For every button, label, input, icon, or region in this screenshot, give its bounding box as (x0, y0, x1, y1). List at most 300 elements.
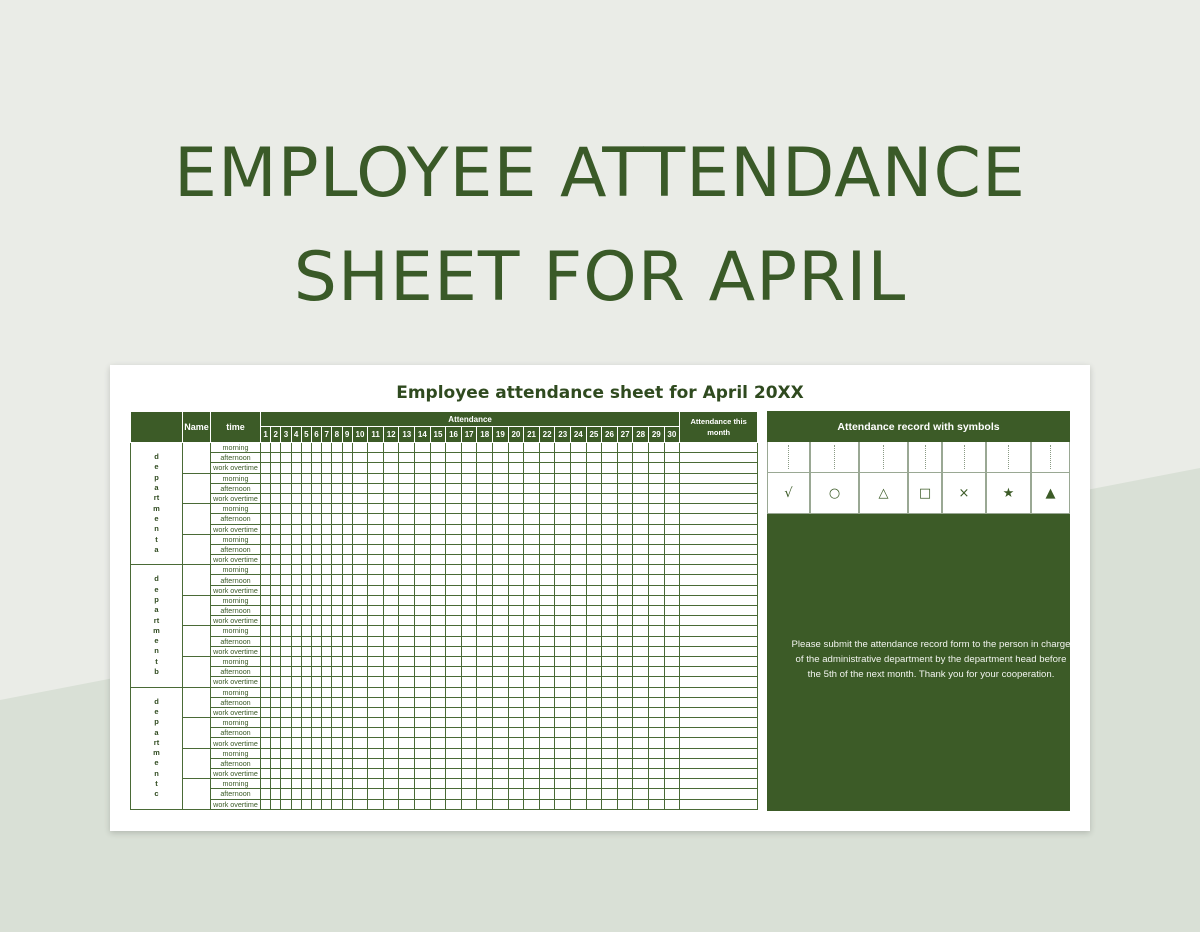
attendance-cell[interactable] (571, 463, 587, 473)
attendance-cell[interactable] (291, 779, 301, 789)
attendance-cell[interactable] (322, 707, 332, 717)
attendance-cell[interactable] (399, 789, 415, 799)
attendance-cell[interactable] (664, 565, 680, 575)
attendance-cell[interactable] (271, 758, 281, 768)
attendance-cell[interactable] (383, 575, 399, 585)
attendance-cell[interactable] (311, 473, 321, 483)
attendance-cell[interactable] (539, 636, 555, 646)
attendance-cell[interactable] (555, 585, 571, 595)
attendance-cell[interactable] (291, 769, 301, 779)
attendance-cell[interactable] (648, 636, 664, 646)
attendance-cell[interactable] (524, 697, 540, 707)
attendance-cell[interactable] (633, 677, 649, 687)
attendance-cell[interactable] (664, 656, 680, 666)
attendance-cell[interactable] (261, 616, 271, 626)
attendance-cell[interactable] (602, 697, 618, 707)
attendance-cell[interactable] (352, 473, 368, 483)
attendance-cell[interactable] (555, 687, 571, 697)
attendance-cell[interactable] (261, 483, 271, 493)
attendance-cell[interactable] (461, 677, 477, 687)
attendance-cell[interactable] (399, 453, 415, 463)
attendance-cell[interactable] (539, 707, 555, 717)
attendance-cell[interactable] (571, 687, 587, 697)
attendance-cell[interactable] (602, 728, 618, 738)
attendance-cell[interactable] (633, 799, 649, 809)
attendance-cell[interactable] (508, 646, 524, 656)
attendance-cell[interactable] (477, 738, 493, 748)
attendance-cell[interactable] (571, 524, 587, 534)
attendance-month-cell[interactable] (680, 626, 758, 636)
attendance-cell[interactable] (539, 443, 555, 453)
attendance-cell[interactable] (352, 789, 368, 799)
attendance-cell[interactable] (493, 616, 509, 626)
attendance-cell[interactable] (648, 534, 664, 544)
attendance-cell[interactable] (571, 697, 587, 707)
attendance-cell[interactable] (633, 565, 649, 575)
attendance-cell[interactable] (383, 677, 399, 687)
attendance-month-cell[interactable] (680, 504, 758, 514)
attendance-cell[interactable] (617, 514, 633, 524)
attendance-cell[interactable] (524, 728, 540, 738)
attendance-cell[interactable] (664, 534, 680, 544)
attendance-cell[interactable] (281, 738, 291, 748)
attendance-cell[interactable] (261, 748, 271, 758)
name-cell[interactable] (183, 687, 211, 718)
attendance-cell[interactable] (311, 677, 321, 687)
attendance-cell[interactable] (342, 697, 352, 707)
attendance-cell[interactable] (332, 779, 342, 789)
attendance-cell[interactable] (301, 667, 311, 677)
attendance-cell[interactable] (311, 748, 321, 758)
attendance-cell[interactable] (664, 758, 680, 768)
attendance-cell[interactable] (446, 453, 462, 463)
attendance-cell[interactable] (571, 728, 587, 738)
attendance-cell[interactable] (383, 565, 399, 575)
attendance-cell[interactable] (352, 748, 368, 758)
attendance-cell[interactable] (261, 493, 271, 503)
attendance-cell[interactable] (493, 728, 509, 738)
attendance-cell[interactable] (399, 707, 415, 717)
attendance-cell[interactable] (383, 514, 399, 524)
attendance-cell[interactable] (399, 687, 415, 697)
attendance-cell[interactable] (383, 779, 399, 789)
attendance-cell[interactable] (261, 575, 271, 585)
attendance-cell[interactable] (555, 504, 571, 514)
attendance-cell[interactable] (446, 544, 462, 554)
attendance-cell[interactable] (664, 748, 680, 758)
attendance-cell[interactable] (368, 463, 384, 473)
attendance-cell[interactable] (271, 636, 281, 646)
attendance-cell[interactable] (648, 779, 664, 789)
attendance-cell[interactable] (271, 748, 281, 758)
attendance-cell[interactable] (571, 534, 587, 544)
attendance-cell[interactable] (602, 616, 618, 626)
attendance-cell[interactable] (301, 514, 311, 524)
attendance-cell[interactable] (281, 585, 291, 595)
attendance-cell[interactable] (430, 769, 446, 779)
attendance-cell[interactable] (383, 707, 399, 717)
attendance-cell[interactable] (508, 769, 524, 779)
attendance-cell[interactable] (539, 667, 555, 677)
attendance-cell[interactable] (281, 493, 291, 503)
attendance-cell[interactable] (311, 656, 321, 666)
attendance-cell[interactable] (291, 524, 301, 534)
attendance-cell[interactable] (322, 636, 332, 646)
attendance-cell[interactable] (461, 616, 477, 626)
attendance-cell[interactable] (311, 687, 321, 697)
attendance-month-cell[interactable] (680, 544, 758, 554)
attendance-cell[interactable] (301, 799, 311, 809)
attendance-cell[interactable] (399, 565, 415, 575)
attendance-cell[interactable] (322, 687, 332, 697)
attendance-cell[interactable] (664, 707, 680, 717)
attendance-cell[interactable] (539, 697, 555, 707)
attendance-cell[interactable] (586, 656, 602, 666)
attendance-cell[interactable] (368, 687, 384, 697)
attendance-cell[interactable] (586, 748, 602, 758)
attendance-cell[interactable] (383, 534, 399, 544)
attendance-cell[interactable] (571, 636, 587, 646)
attendance-cell[interactable] (524, 463, 540, 473)
attendance-cell[interactable] (311, 555, 321, 565)
attendance-cell[interactable] (633, 544, 649, 554)
attendance-month-cell[interactable] (680, 646, 758, 656)
attendance-cell[interactable] (291, 738, 301, 748)
attendance-cell[interactable] (311, 667, 321, 677)
attendance-cell[interactable] (664, 697, 680, 707)
attendance-cell[interactable] (415, 463, 431, 473)
attendance-cell[interactable] (281, 524, 291, 534)
attendance-cell[interactable] (555, 463, 571, 473)
attendance-cell[interactable] (271, 799, 281, 809)
attendance-cell[interactable] (332, 667, 342, 677)
attendance-cell[interactable] (383, 646, 399, 656)
attendance-cell[interactable] (352, 544, 368, 554)
attendance-cell[interactable] (322, 677, 332, 687)
attendance-cell[interactable] (508, 555, 524, 565)
attendance-cell[interactable] (352, 585, 368, 595)
attendance-cell[interactable] (415, 789, 431, 799)
attendance-cell[interactable] (291, 677, 301, 687)
attendance-cell[interactable] (524, 748, 540, 758)
attendance-cell[interactable] (301, 575, 311, 585)
attendance-cell[interactable] (586, 463, 602, 473)
attendance-cell[interactable] (399, 575, 415, 585)
attendance-cell[interactable] (571, 595, 587, 605)
attendance-cell[interactable] (342, 646, 352, 656)
attendance-cell[interactable] (571, 748, 587, 758)
attendance-cell[interactable] (446, 514, 462, 524)
attendance-cell[interactable] (539, 595, 555, 605)
attendance-cell[interactable] (342, 453, 352, 463)
attendance-cell[interactable] (633, 687, 649, 697)
attendance-cell[interactable] (332, 443, 342, 453)
attendance-cell[interactable] (383, 758, 399, 768)
attendance-cell[interactable] (311, 779, 321, 789)
attendance-cell[interactable] (664, 779, 680, 789)
attendance-cell[interactable] (399, 636, 415, 646)
attendance-cell[interactable] (477, 595, 493, 605)
attendance-cell[interactable] (430, 514, 446, 524)
attendance-cell[interactable] (322, 748, 332, 758)
attendance-cell[interactable] (383, 473, 399, 483)
attendance-cell[interactable] (322, 799, 332, 809)
attendance-cell[interactable] (586, 443, 602, 453)
attendance-cell[interactable] (524, 483, 540, 493)
attendance-cell[interactable] (648, 626, 664, 636)
attendance-cell[interactable] (311, 504, 321, 514)
attendance-cell[interactable] (383, 504, 399, 514)
attendance-cell[interactable] (555, 514, 571, 524)
attendance-cell[interactable] (311, 769, 321, 779)
attendance-cell[interactable] (477, 483, 493, 493)
attendance-cell[interactable] (524, 524, 540, 534)
attendance-month-cell[interactable] (680, 616, 758, 626)
attendance-cell[interactable] (571, 758, 587, 768)
attendance-cell[interactable] (524, 565, 540, 575)
attendance-month-cell[interactable] (680, 483, 758, 493)
attendance-cell[interactable] (493, 463, 509, 473)
attendance-cell[interactable] (664, 595, 680, 605)
attendance-cell[interactable] (633, 789, 649, 799)
attendance-cell[interactable] (332, 758, 342, 768)
attendance-cell[interactable] (281, 799, 291, 809)
attendance-cell[interactable] (322, 667, 332, 677)
attendance-cell[interactable] (602, 779, 618, 789)
attendance-cell[interactable] (383, 555, 399, 565)
attendance-cell[interactable] (446, 575, 462, 585)
attendance-cell[interactable] (430, 789, 446, 799)
attendance-cell[interactable] (493, 779, 509, 789)
attendance-cell[interactable] (281, 595, 291, 605)
attendance-cell[interactable] (477, 575, 493, 585)
attendance-month-cell[interactable] (680, 493, 758, 503)
attendance-cell[interactable] (399, 769, 415, 779)
attendance-cell[interactable] (446, 758, 462, 768)
attendance-cell[interactable] (633, 728, 649, 738)
attendance-cell[interactable] (415, 677, 431, 687)
attendance-cell[interactable] (508, 514, 524, 524)
attendance-cell[interactable] (261, 718, 271, 728)
attendance-cell[interactable] (586, 606, 602, 616)
attendance-cell[interactable] (383, 667, 399, 677)
attendance-cell[interactable] (586, 697, 602, 707)
attendance-cell[interactable] (461, 565, 477, 575)
attendance-month-cell[interactable] (680, 779, 758, 789)
attendance-cell[interactable] (555, 575, 571, 585)
attendance-cell[interactable] (281, 728, 291, 738)
attendance-cell[interactable] (430, 626, 446, 636)
attendance-cell[interactable] (332, 707, 342, 717)
attendance-cell[interactable] (271, 646, 281, 656)
attendance-cell[interactable] (352, 799, 368, 809)
attendance-cell[interactable] (368, 738, 384, 748)
attendance-cell[interactable] (477, 697, 493, 707)
attendance-cell[interactable] (332, 799, 342, 809)
attendance-cell[interactable] (368, 493, 384, 503)
attendance-cell[interactable] (555, 565, 571, 575)
attendance-cell[interactable] (301, 789, 311, 799)
attendance-cell[interactable] (555, 728, 571, 738)
attendance-cell[interactable] (664, 636, 680, 646)
name-cell[interactable] (183, 595, 211, 626)
attendance-cell[interactable] (602, 595, 618, 605)
attendance-month-cell[interactable] (680, 514, 758, 524)
attendance-cell[interactable] (461, 473, 477, 483)
attendance-cell[interactable] (368, 758, 384, 768)
attendance-cell[interactable] (352, 616, 368, 626)
attendance-cell[interactable] (446, 656, 462, 666)
attendance-cell[interactable] (368, 707, 384, 717)
attendance-cell[interactable] (415, 799, 431, 809)
attendance-cell[interactable] (477, 748, 493, 758)
attendance-cell[interactable] (477, 534, 493, 544)
attendance-cell[interactable] (352, 769, 368, 779)
attendance-cell[interactable] (664, 473, 680, 483)
attendance-cell[interactable] (586, 677, 602, 687)
attendance-cell[interactable] (301, 595, 311, 605)
attendance-cell[interactable] (477, 524, 493, 534)
attendance-cell[interactable] (586, 595, 602, 605)
attendance-cell[interactable] (271, 697, 281, 707)
attendance-cell[interactable] (342, 626, 352, 636)
attendance-cell[interactable] (446, 473, 462, 483)
attendance-cell[interactable] (261, 504, 271, 514)
attendance-cell[interactable] (352, 687, 368, 697)
attendance-cell[interactable] (383, 524, 399, 534)
attendance-cell[interactable] (281, 463, 291, 473)
attendance-month-cell[interactable] (680, 697, 758, 707)
attendance-cell[interactable] (555, 758, 571, 768)
attendance-cell[interactable] (415, 493, 431, 503)
attendance-cell[interactable] (539, 534, 555, 544)
attendance-cell[interactable] (342, 758, 352, 768)
name-cell[interactable] (183, 443, 211, 474)
attendance-cell[interactable] (508, 493, 524, 503)
attendance-cell[interactable] (555, 555, 571, 565)
attendance-cell[interactable] (322, 769, 332, 779)
attendance-cell[interactable] (301, 493, 311, 503)
attendance-cell[interactable] (571, 789, 587, 799)
attendance-cell[interactable] (332, 534, 342, 544)
attendance-cell[interactable] (571, 453, 587, 463)
attendance-cell[interactable] (271, 483, 281, 493)
attendance-cell[interactable] (524, 473, 540, 483)
attendance-cell[interactable] (648, 697, 664, 707)
name-cell[interactable] (183, 473, 211, 504)
attendance-cell[interactable] (524, 738, 540, 748)
attendance-cell[interactable] (508, 748, 524, 758)
attendance-cell[interactable] (539, 789, 555, 799)
attendance-cell[interactable] (322, 463, 332, 473)
attendance-cell[interactable] (633, 626, 649, 636)
attendance-cell[interactable] (415, 718, 431, 728)
attendance-cell[interactable] (368, 514, 384, 524)
attendance-cell[interactable] (617, 575, 633, 585)
attendance-month-cell[interactable] (680, 748, 758, 758)
attendance-cell[interactable] (383, 697, 399, 707)
attendance-cell[interactable] (539, 656, 555, 666)
attendance-cell[interactable] (281, 646, 291, 656)
attendance-cell[interactable] (477, 687, 493, 697)
attendance-cell[interactable] (311, 636, 321, 646)
attendance-cell[interactable] (430, 443, 446, 453)
attendance-cell[interactable] (368, 473, 384, 483)
attendance-cell[interactable] (617, 636, 633, 646)
attendance-cell[interactable] (301, 697, 311, 707)
attendance-cell[interactable] (586, 483, 602, 493)
attendance-cell[interactable] (261, 473, 271, 483)
attendance-cell[interactable] (415, 769, 431, 779)
attendance-cell[interactable] (281, 707, 291, 717)
attendance-cell[interactable] (571, 606, 587, 616)
attendance-cell[interactable] (301, 769, 311, 779)
attendance-cell[interactable] (571, 656, 587, 666)
attendance-cell[interactable] (322, 555, 332, 565)
attendance-cell[interactable] (586, 738, 602, 748)
attendance-cell[interactable] (342, 534, 352, 544)
attendance-cell[interactable] (291, 687, 301, 697)
attendance-cell[interactable] (368, 534, 384, 544)
attendance-cell[interactable] (291, 544, 301, 554)
attendance-cell[interactable] (477, 636, 493, 646)
attendance-cell[interactable] (555, 595, 571, 605)
attendance-cell[interactable] (368, 453, 384, 463)
attendance-cell[interactable] (461, 504, 477, 514)
attendance-cell[interactable] (664, 789, 680, 799)
attendance-cell[interactable] (477, 555, 493, 565)
attendance-cell[interactable] (322, 473, 332, 483)
attendance-cell[interactable] (571, 799, 587, 809)
attendance-cell[interactable] (617, 585, 633, 595)
attendance-cell[interactable] (648, 524, 664, 534)
attendance-cell[interactable] (261, 728, 271, 738)
attendance-cell[interactable] (508, 718, 524, 728)
attendance-cell[interactable] (633, 504, 649, 514)
attendance-cell[interactable] (399, 606, 415, 616)
attendance-cell[interactable] (322, 718, 332, 728)
attendance-cell[interactable] (648, 544, 664, 554)
attendance-cell[interactable] (555, 473, 571, 483)
attendance-cell[interactable] (493, 799, 509, 809)
attendance-cell[interactable] (352, 565, 368, 575)
attendance-month-cell[interactable] (680, 707, 758, 717)
attendance-cell[interactable] (555, 606, 571, 616)
attendance-cell[interactable] (301, 483, 311, 493)
attendance-cell[interactable] (664, 667, 680, 677)
attendance-cell[interactable] (648, 656, 664, 666)
attendance-cell[interactable] (291, 728, 301, 738)
attendance-cell[interactable] (342, 799, 352, 809)
attendance-cell[interactable] (261, 443, 271, 453)
attendance-cell[interactable] (281, 443, 291, 453)
attendance-cell[interactable] (301, 646, 311, 656)
attendance-cell[interactable] (493, 504, 509, 514)
attendance-cell[interactable] (352, 707, 368, 717)
attendance-cell[interactable] (648, 443, 664, 453)
attendance-cell[interactable] (352, 606, 368, 616)
attendance-cell[interactable] (368, 443, 384, 453)
attendance-cell[interactable] (342, 565, 352, 575)
attendance-cell[interactable] (311, 728, 321, 738)
attendance-cell[interactable] (524, 718, 540, 728)
attendance-cell[interactable] (508, 463, 524, 473)
attendance-cell[interactable] (383, 483, 399, 493)
attendance-cell[interactable] (555, 483, 571, 493)
attendance-cell[interactable] (322, 483, 332, 493)
attendance-cell[interactable] (539, 555, 555, 565)
attendance-cell[interactable] (617, 483, 633, 493)
